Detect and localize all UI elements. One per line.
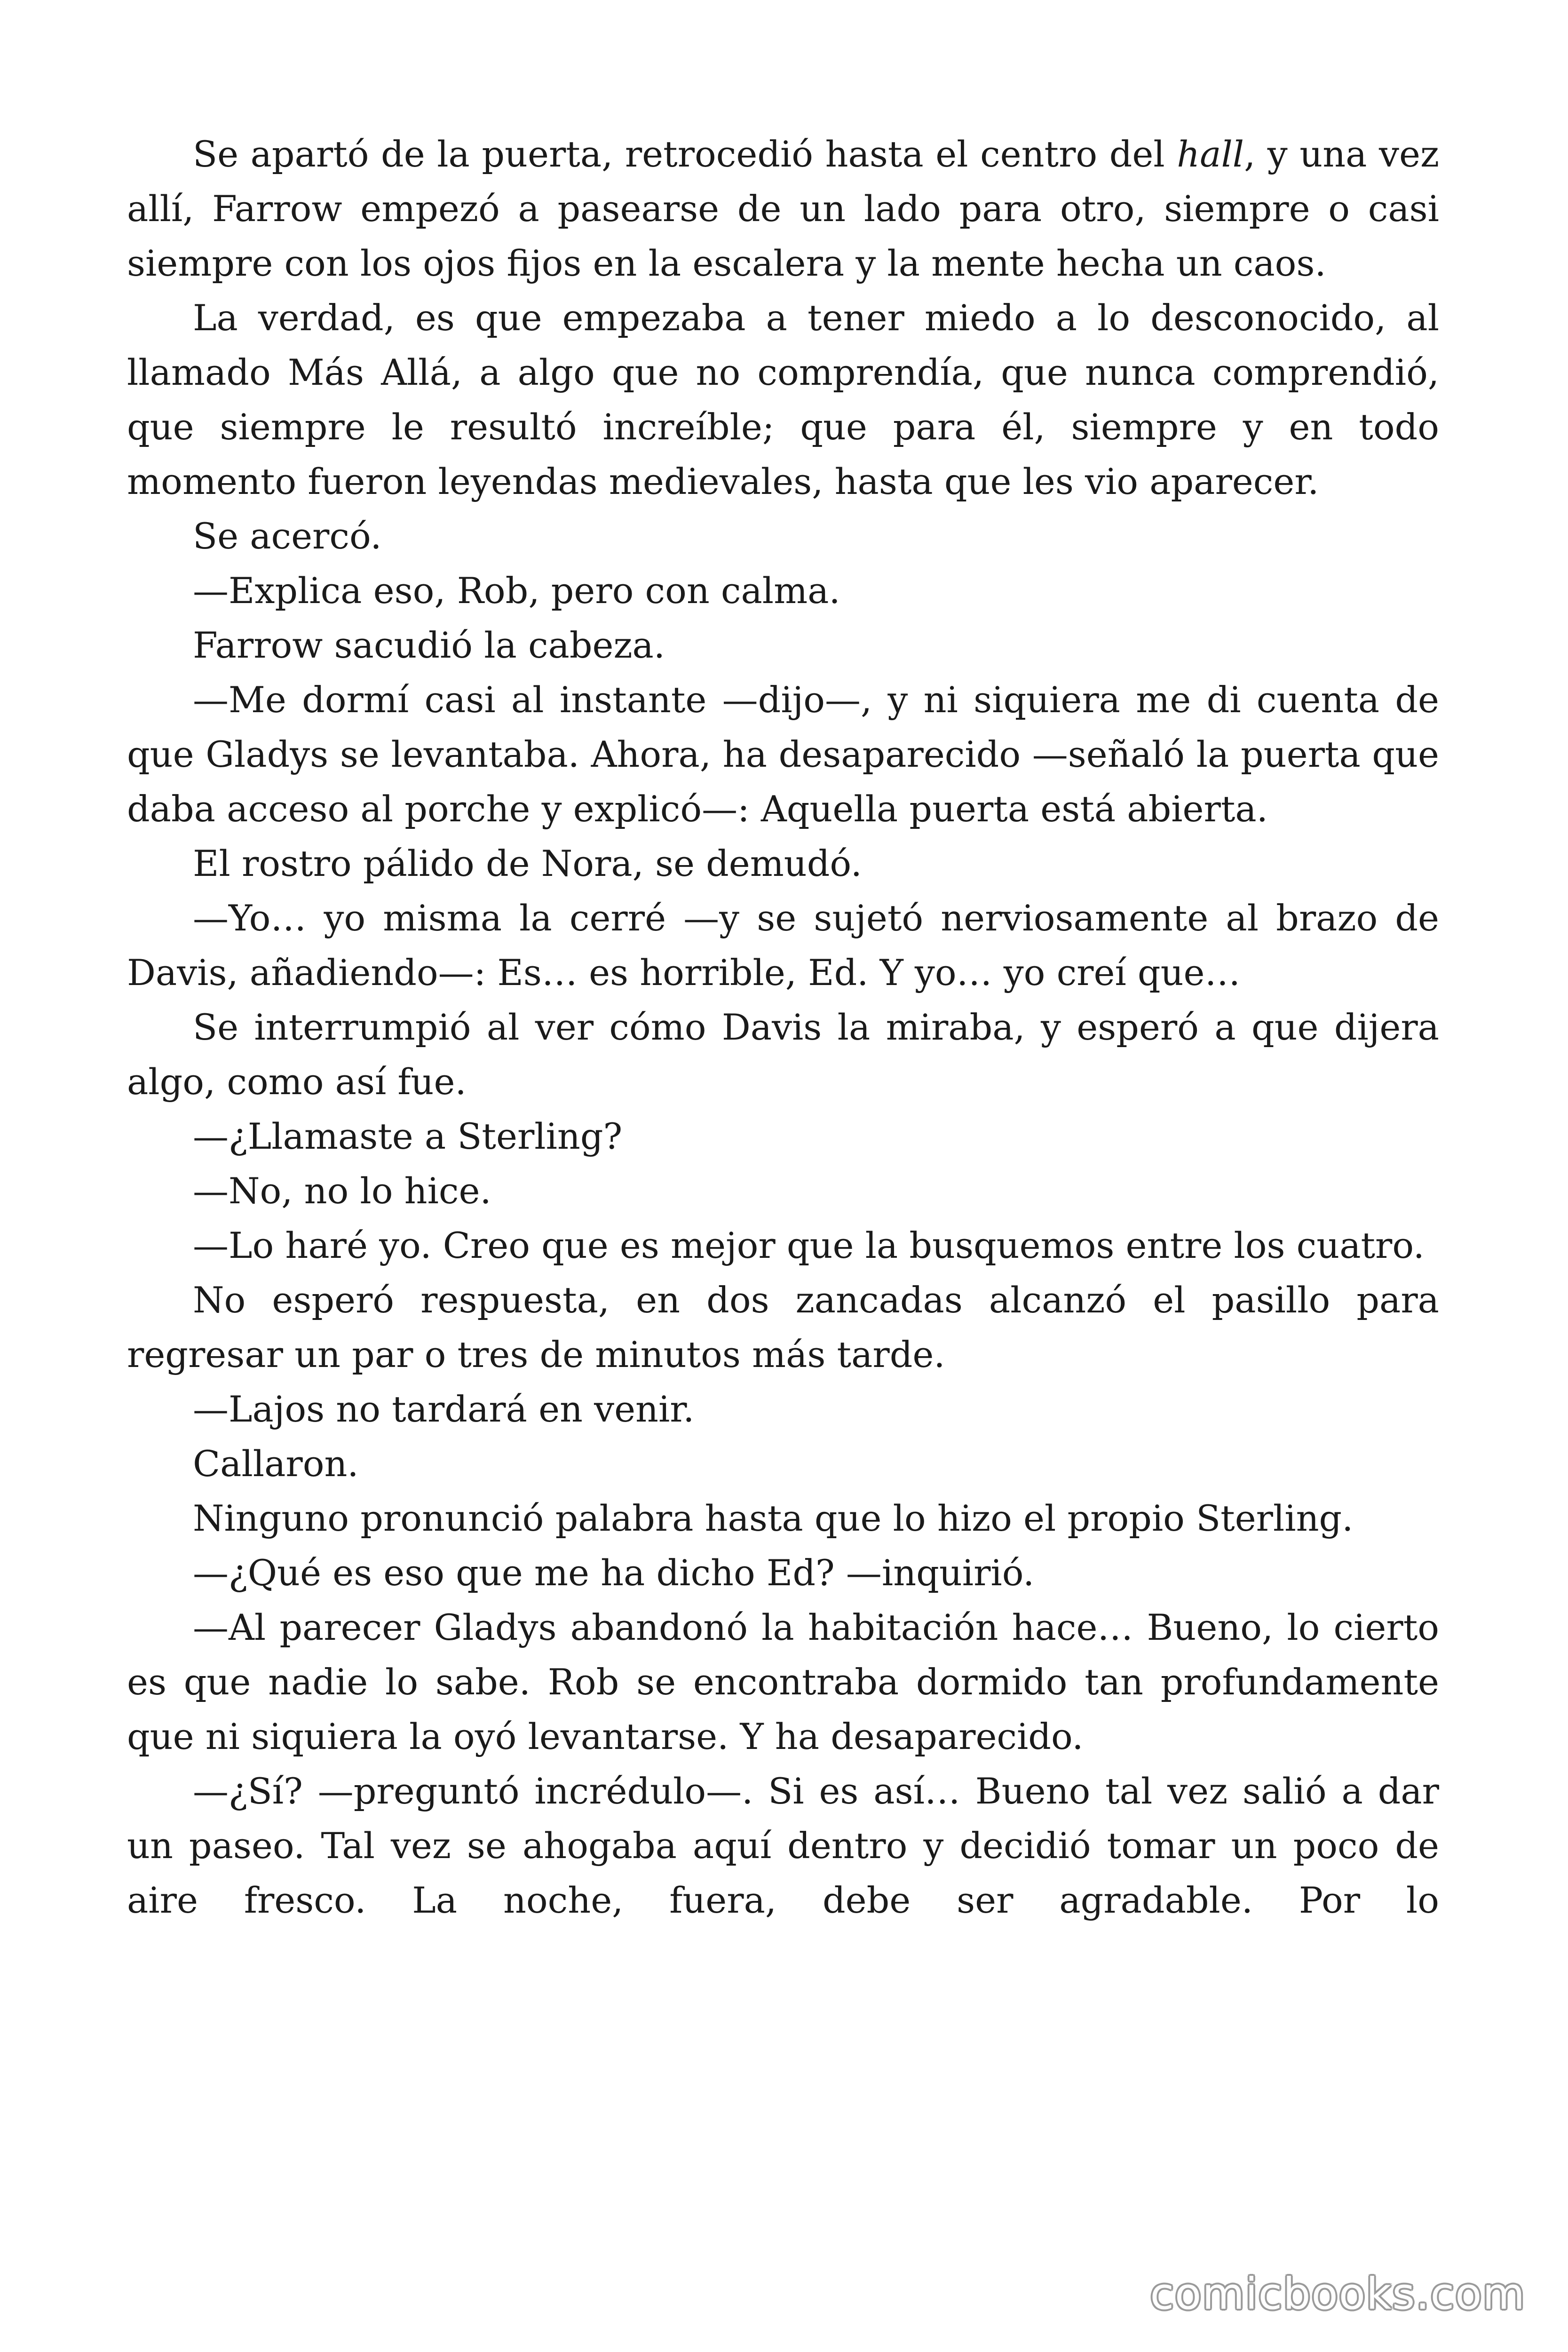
paragraph: —Lajos no tardará en venir.: [193, 1388, 695, 1430]
book-page-text: [127, 127, 1439, 1928]
paragraph: Ninguno pronunció palabra hasta que lo hizo el propio Sterling.: [193, 1497, 1354, 1539]
paragraph: —Explica eso, Rob, pero con calma.: [193, 570, 840, 612]
paragraph: —¿Qué es eso que me ha dicho Ed? —inquirió.: [193, 1552, 1035, 1594]
paragraph: Callaron.: [193, 1443, 359, 1485]
paragraph: —¿Sí? —preguntó incrédulo—. Si es así… Bueno tal vez salió a dar un paseo. Tal vez se ahogaba aquí dentro y decidió tomar un poco de aire fresco. La noche, fuera, debe ser agradable. Por lo: [127, 1770, 1439, 1921]
paragraph: —No, no lo hice.: [193, 1170, 491, 1212]
paragraph: La verdad, es que empezaba a tener miedo a lo desconocido, al llamado Más Allá, a algo que no comprendía, que nunca comprendió, que siempre le resultó increíble; que para él, siempre y en todo momento fueron leyendas medievales, hasta que les vio aparecer.: [127, 297, 1439, 502]
paragraph: Farrow sacudió la cabeza.: [193, 624, 665, 666]
paragraph: —Lo haré yo. Creo que es mejor que la busquemos entre los cuatro.: [193, 1224, 1425, 1266]
paragraph: —Me dormí casi al instante —dijo—, y ni siquiera me di cuenta de que Gladys se levantaba. Ahora, ha desaparecido —señaló la puerta que daba acceso al porche y explicó—: Aquella puerta está abierta.: [127, 679, 1439, 830]
paragraph-text: , y una vez allí, Farrow empezó a pasearse de un lado para otro, siempre o casi siempre con los ojos fijos en la escalera y la mente hecha un caos.: [127, 133, 1439, 284]
italic-word: hall: [1177, 133, 1244, 175]
paragraph: El rostro pálido de Nora, se demudó.: [193, 842, 862, 884]
paragraph: No esperó respuesta, en dos zancadas alcanzó el pasillo para regresar un par o tres de minutos más tarde.: [127, 1279, 1439, 1375]
paragraph-text: Se apartó de la puerta, retrocedió hasta el centro del: [193, 133, 1177, 175]
paragraph: —Yo… yo misma la cerré —y se sujetó nerviosamente al brazo de Davis, añadiendo—: Es… es horrible, Ed. Y yo… yo creí que…: [127, 897, 1439, 993]
paragraph: Se acercó.: [193, 515, 382, 557]
watermark: comicbooks.com: [1150, 2269, 1526, 2319]
paragraph: —¿Llamaste a Sterling?: [193, 1115, 623, 1157]
paragraph: Se interrumpió al ver cómo Davis la miraba, y esperó a que dijera algo, como así fue.: [127, 1006, 1439, 1103]
paragraph: [127, 127, 1439, 291]
paragraph: —Al parecer Gladys abandonó la habitación hace… Bueno, lo cierto es que nadie lo sabe. Rob se encontraba dormido tan profundamente que ni siquiera la oyó levantarse. Y ha desaparecido.: [127, 1606, 1439, 1757]
